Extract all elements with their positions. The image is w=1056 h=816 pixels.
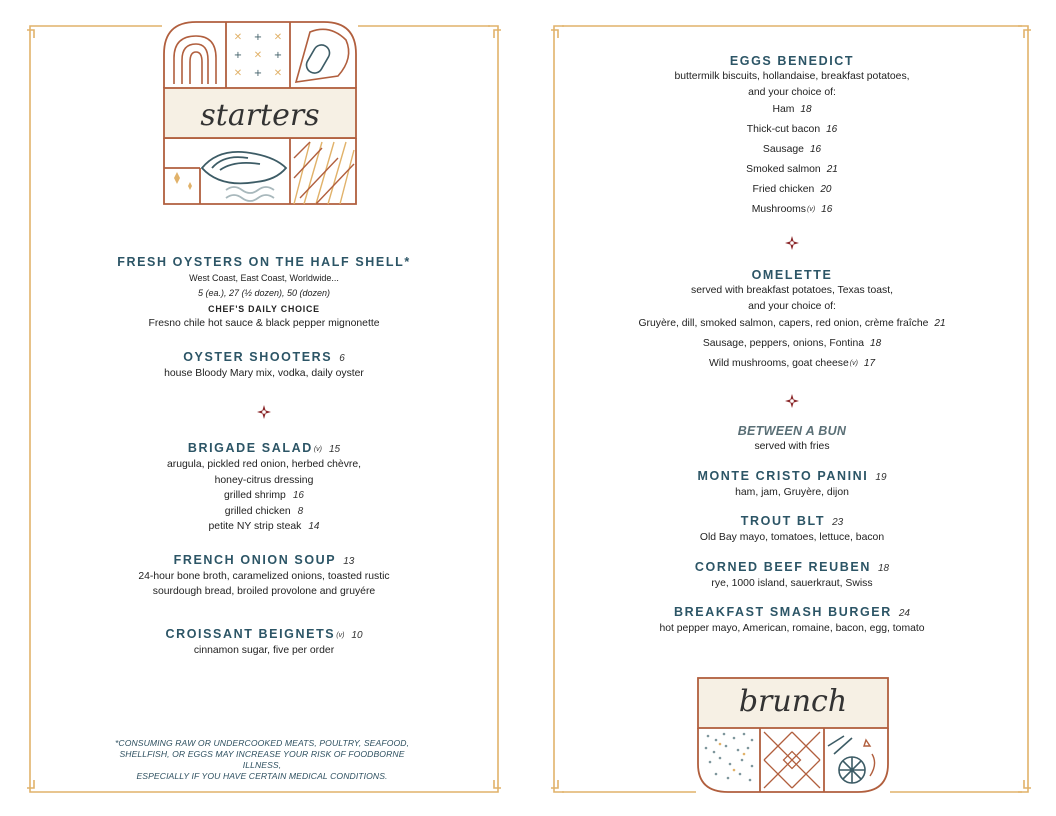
monte-cristo-price: 19 [875,471,887,483]
benedict-option: Mushrooms(v) 16 [751,204,833,215]
omelette-title: OMELETTE [751,268,833,282]
benedict-desc-1: buttermilk biscuits, hollandaise, breakfast potatoes, [674,71,910,82]
svg-text:+: + [253,32,263,43]
benedict-option: Smoked salmon 21 [746,164,838,175]
brunch-banner-label: brunch [738,684,848,719]
reuben-price: 18 [877,562,890,574]
shooters-desc: house Bloody Mary mix, vodka, daily oyster [164,367,364,379]
oysters-origin: West Coast, East Coast, Worldwide... [189,273,339,283]
monte-cristo-desc: ham, jam, Gruyère, dijon [735,486,849,498]
salad-desc-1: arugula, pickled red onion, herbed chèvre, [166,459,362,470]
shooters-price: 6 [339,352,345,364]
reuben-desc: rye, 1000 island, sauerkraut, Swiss [711,577,873,589]
trout-blt-price: 23 [832,517,844,528]
svg-text:+: + [253,68,263,79]
reuben-item [592,560,992,592]
reuben-title: CORNED BEEF REUBEN [694,559,871,574]
between-a-bun-title: BETWEEN A BUN [737,424,847,438]
benedict-option: Sausage 16 [762,144,822,155]
smash-burger-price: 24 [898,608,910,619]
salad-vegetarian-mark: (v) [313,446,322,453]
between-a-bun-desc: served with fries [754,441,830,452]
trout-blt-desc: Old Bay mayo, tomatoes, lettuce, bacon [699,532,885,543]
oysters-item [64,255,464,332]
divider-star-icon [257,405,271,419]
soup-title: FRENCH ONION SOUP [173,552,337,567]
svg-text:+: + [273,50,283,61]
soup-desc-1: 24-hour bone broth, caramelized onions, toasted rustic [138,570,390,582]
oysters-sauce: Fresno chile hot sauce & black pepper mignonette [148,318,380,329]
omelette-option: Sausage, peppers, onions, Fontina 18 [702,338,882,349]
svg-text:+: + [233,50,243,61]
soup-price: 13 [343,555,355,567]
svg-text:✕: ✕ [253,50,263,61]
trout-blt-title: TROUT BLT [740,514,826,528]
omelette-item [592,268,992,374]
salad-addon: petite NY strip steak 14 [208,521,320,532]
omelette-desc-1: served with breakfast potatoes, Texas toast, [691,285,893,296]
benedict-desc-2: and your choice of: [748,86,836,98]
benedict-option: Thick-cut bacon 16 [746,124,838,135]
omelette-desc-2: and your choice of: [748,300,836,312]
svg-text:✕: ✕ [273,32,283,43]
soup-item [64,553,464,600]
divider-star-icon [785,394,799,408]
beignets-item [64,627,464,659]
omelette-option: Gruyère, dill, smoked salmon, capers, red onion, crème fraîche 21 [638,318,946,329]
omelette-option: Wild mushrooms, goat cheese(v) 17 [708,358,876,369]
trout-blt-item [592,514,992,546]
beignets-vegetarian-mark: (v) [336,631,345,639]
smash-burger-desc: hot pepper mayo, American, romaine, bacon, egg, tomato [659,623,925,634]
monte-cristo-item [592,469,992,501]
svg-text:✕: ✕ [233,32,243,43]
salad-addon: grilled shrimp 16 [224,490,304,501]
benedict-option: Ham 18 [772,104,812,115]
svg-text:✕: ✕ [233,68,243,79]
foodborne-disclaimer: *CONSUMING RAW OR UNDERCOOKED MEATS, POULTRY, SEAFOOD, SHELLFISH, OR EGGS MAY INCREASE YOUR RISK OF FOODBORNE ILLNESS, ESPECIALLY IF YOU HAVE CERTAIN MEDICAL CONDITIONS. [114,738,410,781]
starters-banner-label: starters [200,98,320,133]
smash-burger-item [592,605,992,637]
shooters-title: OYSTER SHOOTERS [183,349,333,364]
oysters-title: FRESH OYSTERS ON THE HALF SHELL* [117,255,411,269]
benedict-item [592,54,992,220]
salad-price: 15 [329,444,341,455]
oysters-chef-choice: CHEF'S DAILY CHOICE [208,304,320,314]
salad-title: BRIGADE SALAD [187,441,313,455]
benedict-title: EGGS BENEDICT [729,54,855,68]
divider-star-icon [785,236,799,250]
soup-desc-2: sourdough bread, broiled provolone and gruyére [152,586,376,597]
brunch-column [592,54,992,637]
monte-cristo-title: MONTE CRISTO PANINI [697,468,869,483]
shooters-item [64,350,464,382]
salad-desc-2: honey-citrus dressing [214,474,314,486]
smash-burger-title: BREAKFAST SMASH BURGER [674,605,892,619]
oysters-prices: 5 (ea.), 27 (½ dozen), 50 (dozen) [197,288,331,298]
beignets-title: CROISSANT BEIGNETS [165,626,336,641]
between-a-bun-section [592,424,992,455]
beignets-price: 10 [351,629,363,641]
beignets-desc: cinnamon sugar, five per order [193,644,335,656]
starters-column [64,255,464,658]
benedict-option: Fried chicken 20 [752,184,832,195]
svg-text:✕: ✕ [273,68,283,79]
salad-item [64,441,464,535]
salad-addon: grilled chicken 8 [224,505,304,517]
